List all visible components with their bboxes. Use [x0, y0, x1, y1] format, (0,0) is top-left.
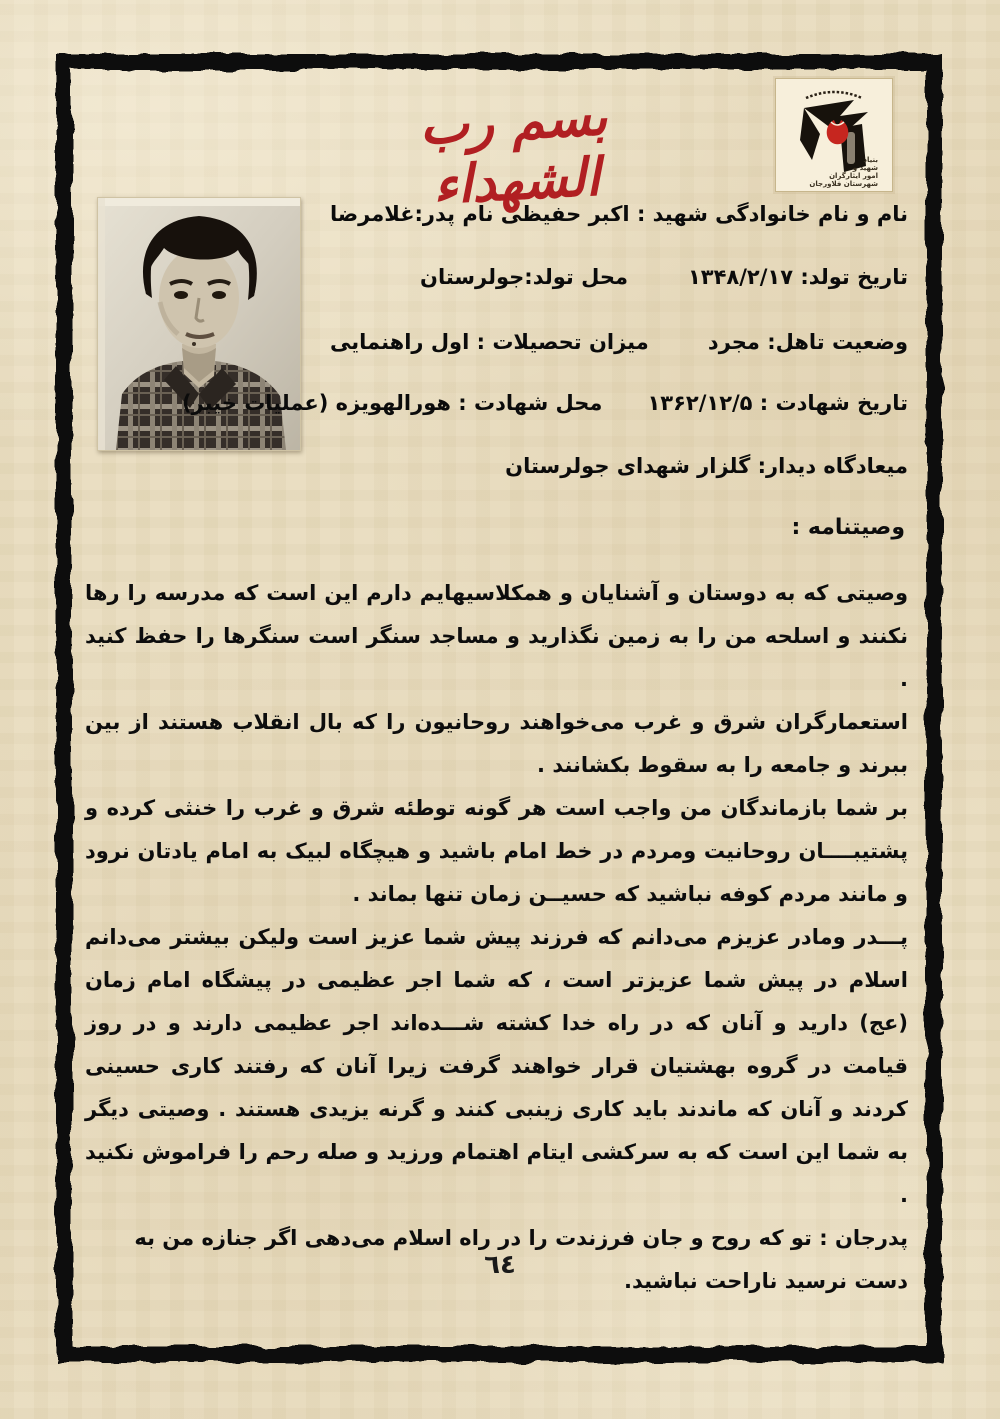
page-number: ٦٤ [484, 1250, 516, 1280]
info-row-meeting [330, 454, 908, 478]
field-father-name: نام پدر:غلامرضا [330, 202, 494, 226]
info-row-martyrdom [181, 391, 908, 415]
bismillah-calligraphy: بسم رب الشهداء [418, 87, 609, 217]
will-paragraph: پدرجان : تو که روح و جان فرزندت را در راه اسلام می‌دهی اگر جنازه من به دست نرسید ناراحت نباشید. [134, 1226, 908, 1293]
field-marital-status: وضعیت تاهل: مجرد [707, 330, 908, 354]
field-education: میزان تحصیلات : اول راهنمایی [330, 330, 649, 354]
info-row-birth [330, 265, 908, 289]
will-paragraph: استعمارگران شرق و غرب می‌خواهند روحانیون را که بال انقلاب هستند از بین ببرند و جامعه را به سقوط بکشانند . [85, 710, 908, 777]
field-birth-date: تاریخ تولد: ۱۳۴۸/۲/۱۷ [687, 265, 908, 289]
field-meeting-place: میعادگاه دیدار: گلزار شهدای جولرستان [505, 454, 908, 478]
field-martyrdom-place: محل شهادت : هورالهویزه (عملیات خیبر) [181, 391, 603, 415]
will-paragraph: بر شما بازماندگان من واجب است هر گونه توطئه شرق و غرب را خنثی کرده و پشتیبــــان روحانیت ومردم در خط امام باشید و هیچگاه لبیک به امام یادتان نرود و مانند مردم کوفه نباشید که حسیــن زمان تنها بماند . [85, 796, 908, 906]
martyr-foundation-logo [775, 78, 893, 192]
field-birth-place: محل تولد:جولرستان [420, 265, 628, 289]
will-text [85, 572, 908, 1303]
will-heading: وصیتنامه : [791, 515, 905, 540]
will-paragraph: وصیتی که به دوستان و آشنایان و همکلاسیهایم دارم این است که مدرسه را رها نکنند و اسلحه من را به زمین نگذارید و مساجد سنگر است سنگرها را حفظ کنید . [85, 581, 908, 691]
foundation-caption: بنیاد شهید و امور ایثارگران شهرستان فلاورجان [809, 156, 878, 188]
will-paragraph: پـــدر ومادر عزیزم می‌دانم که فرزند پیش شما عزیز است ولیکن بیشتر می‌دانم اسلام در پیش شما عزیزتر است ، که شما اجر عظیمی در پیشگاه امام زمان (عج) دارید و آنان که در راه خدا کشته شـــده‌اند اجر عظیمی دارند و در روز قیامت در گروه بهشتیان قرار خواهند گرفت زیرا آنان که رفتند کاری حسینی کردند و آنان که ماندند باید کاری زینبی کنند و گرنه یزیدی هستند . وصیتی دیگر به شما این است که به سرکشی ایتام اهتمام ورزید و صله رحم را فراموش نکنید . [85, 925, 908, 1207]
info-row-status [330, 330, 908, 354]
info-row-name [330, 202, 908, 226]
field-martyrdom-date: تاریخ شهادت : ۱۳۶۲/۱۲/۵ [647, 391, 908, 415]
field-name: نام و نام خانوادگی شهید : اکبر حفیظی [500, 202, 908, 226]
